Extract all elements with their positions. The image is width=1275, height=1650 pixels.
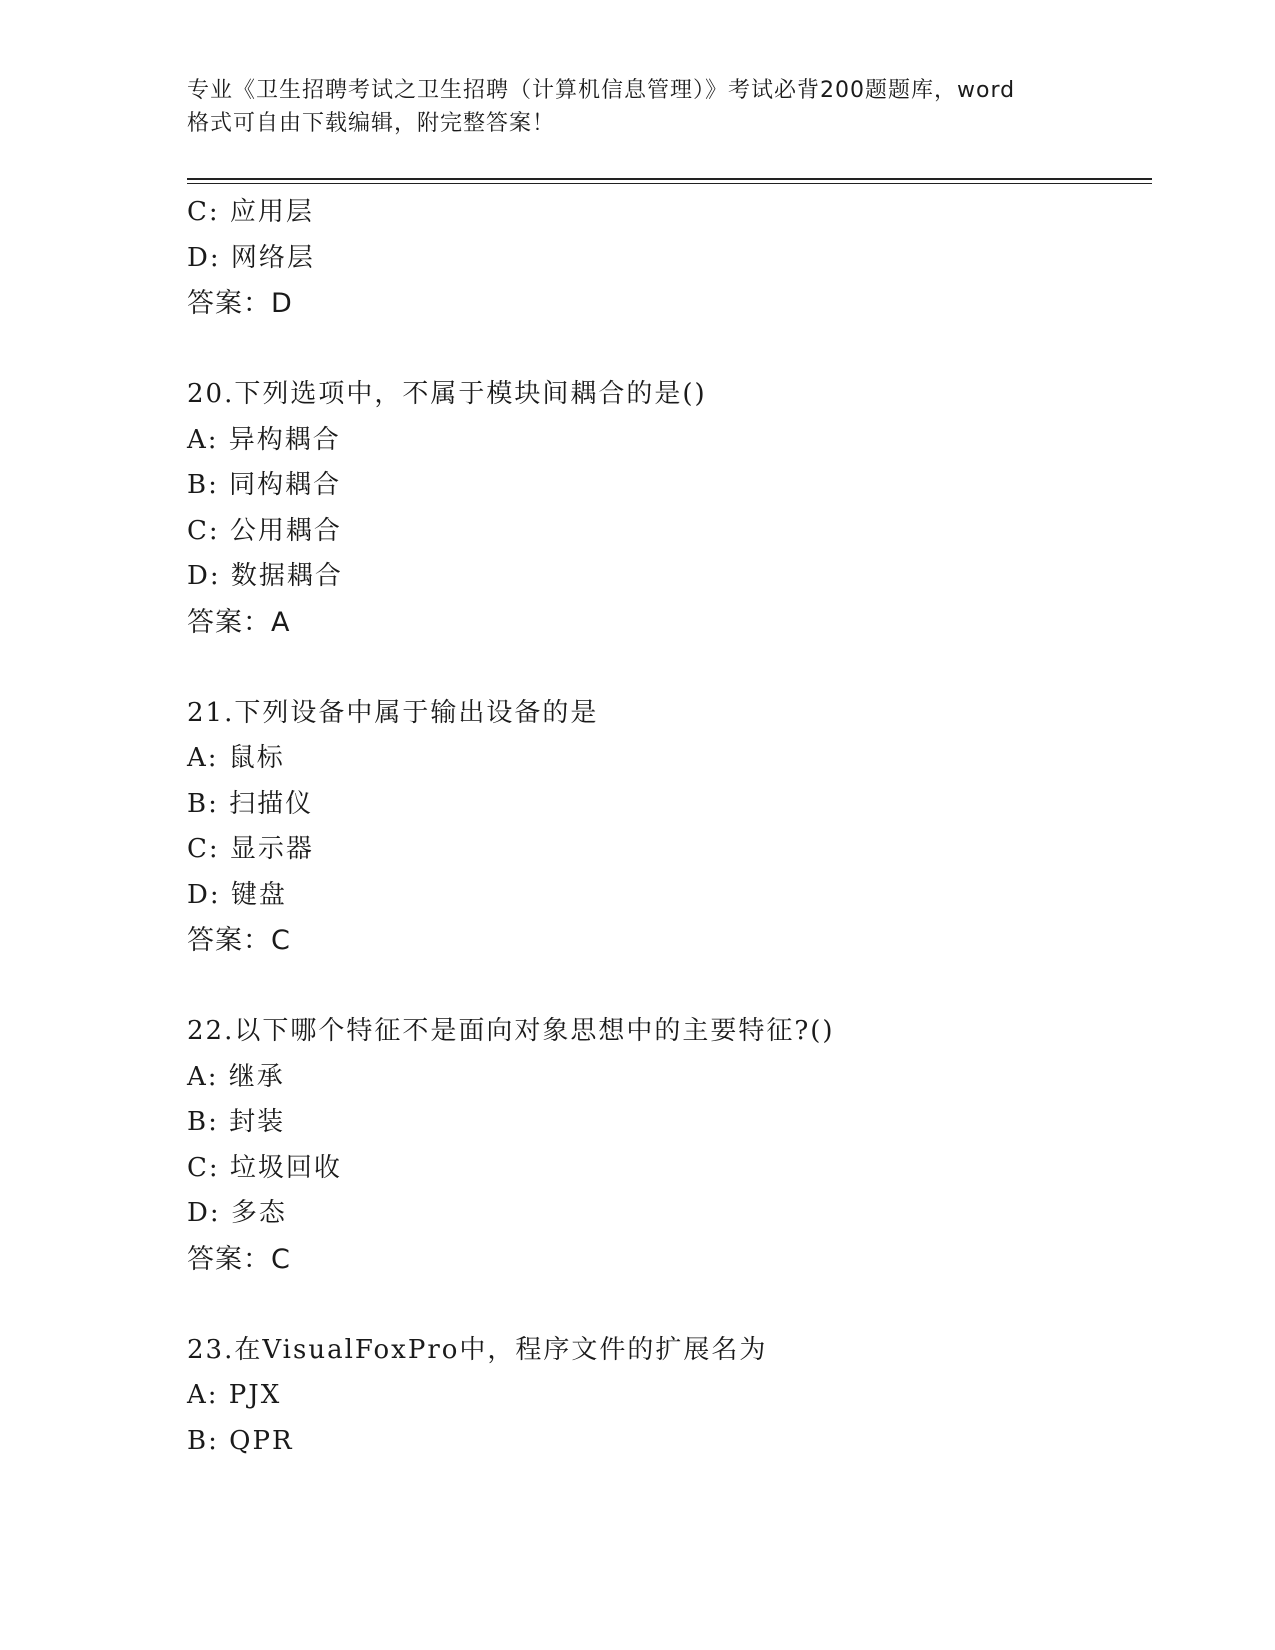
block-spacer: [187, 327, 1137, 373]
option-line: B: QPR: [187, 1425, 294, 1456]
option-line: C: 应用层: [187, 197, 314, 227]
option-line: D: 网络层: [187, 242, 315, 273]
option-line: A: 继承: [187, 1061, 285, 1092]
question-text: 23.在VisualFoxPro中，程序文件的扩展名为: [187, 1334, 768, 1365]
option-line: C: 显示器: [187, 834, 314, 864]
block-spacer: [187, 1282, 1137, 1328]
question-block-21: [187, 691, 1137, 964]
question-text: 21.下列设备中属于输出设备的是: [187, 697, 599, 728]
question-text: 22.以下哪个特征不是面向对象思想中的主要特征?(): [187, 1016, 835, 1046]
option-line: C: 公用耦合: [187, 515, 342, 546]
question-list: [187, 190, 1137, 1464]
header-line-2: 格式可自由下载编辑，附完整答案！: [187, 111, 556, 136]
option-line: D: 多态: [187, 1198, 287, 1228]
block-spacer: [187, 645, 1137, 691]
option-line: B: 扫描仪: [187, 788, 314, 819]
question-block-22: [187, 1009, 1137, 1282]
question-block-19-tail: [187, 190, 1137, 327]
answer-line: 答案：C: [187, 1243, 291, 1275]
question-block-20: [187, 372, 1137, 645]
question-text: 20.下列选项中，不属于模块间耦合的是(): [187, 379, 707, 409]
answer-line: 答案：D: [187, 288, 293, 319]
option-line: B: 同构耦合: [187, 470, 342, 500]
option-line: A: 鼠标: [187, 743, 285, 773]
answer-line: 答案：C: [187, 925, 291, 956]
document-header: [187, 74, 1087, 140]
option-line: D: 数据耦合: [187, 561, 343, 591]
option-line: B: 封装: [187, 1107, 286, 1137]
answer-line: 答案：A: [187, 606, 291, 638]
question-block-23: [187, 1328, 1137, 1465]
option-line: A: PJX: [187, 1380, 282, 1410]
header-divider-thick: [187, 178, 1152, 180]
option-line: A: 异构耦合: [187, 424, 341, 455]
option-line: D: 键盘: [187, 879, 287, 910]
header-divider-thin: [187, 183, 1152, 184]
header-line-1: 专业《卫生招聘考试之卫生招聘（计算机信息管理）》考试必背200题题库，word: [187, 78, 1016, 103]
option-line: C: 垃圾回收: [187, 1152, 342, 1183]
block-spacer: [187, 964, 1137, 1010]
